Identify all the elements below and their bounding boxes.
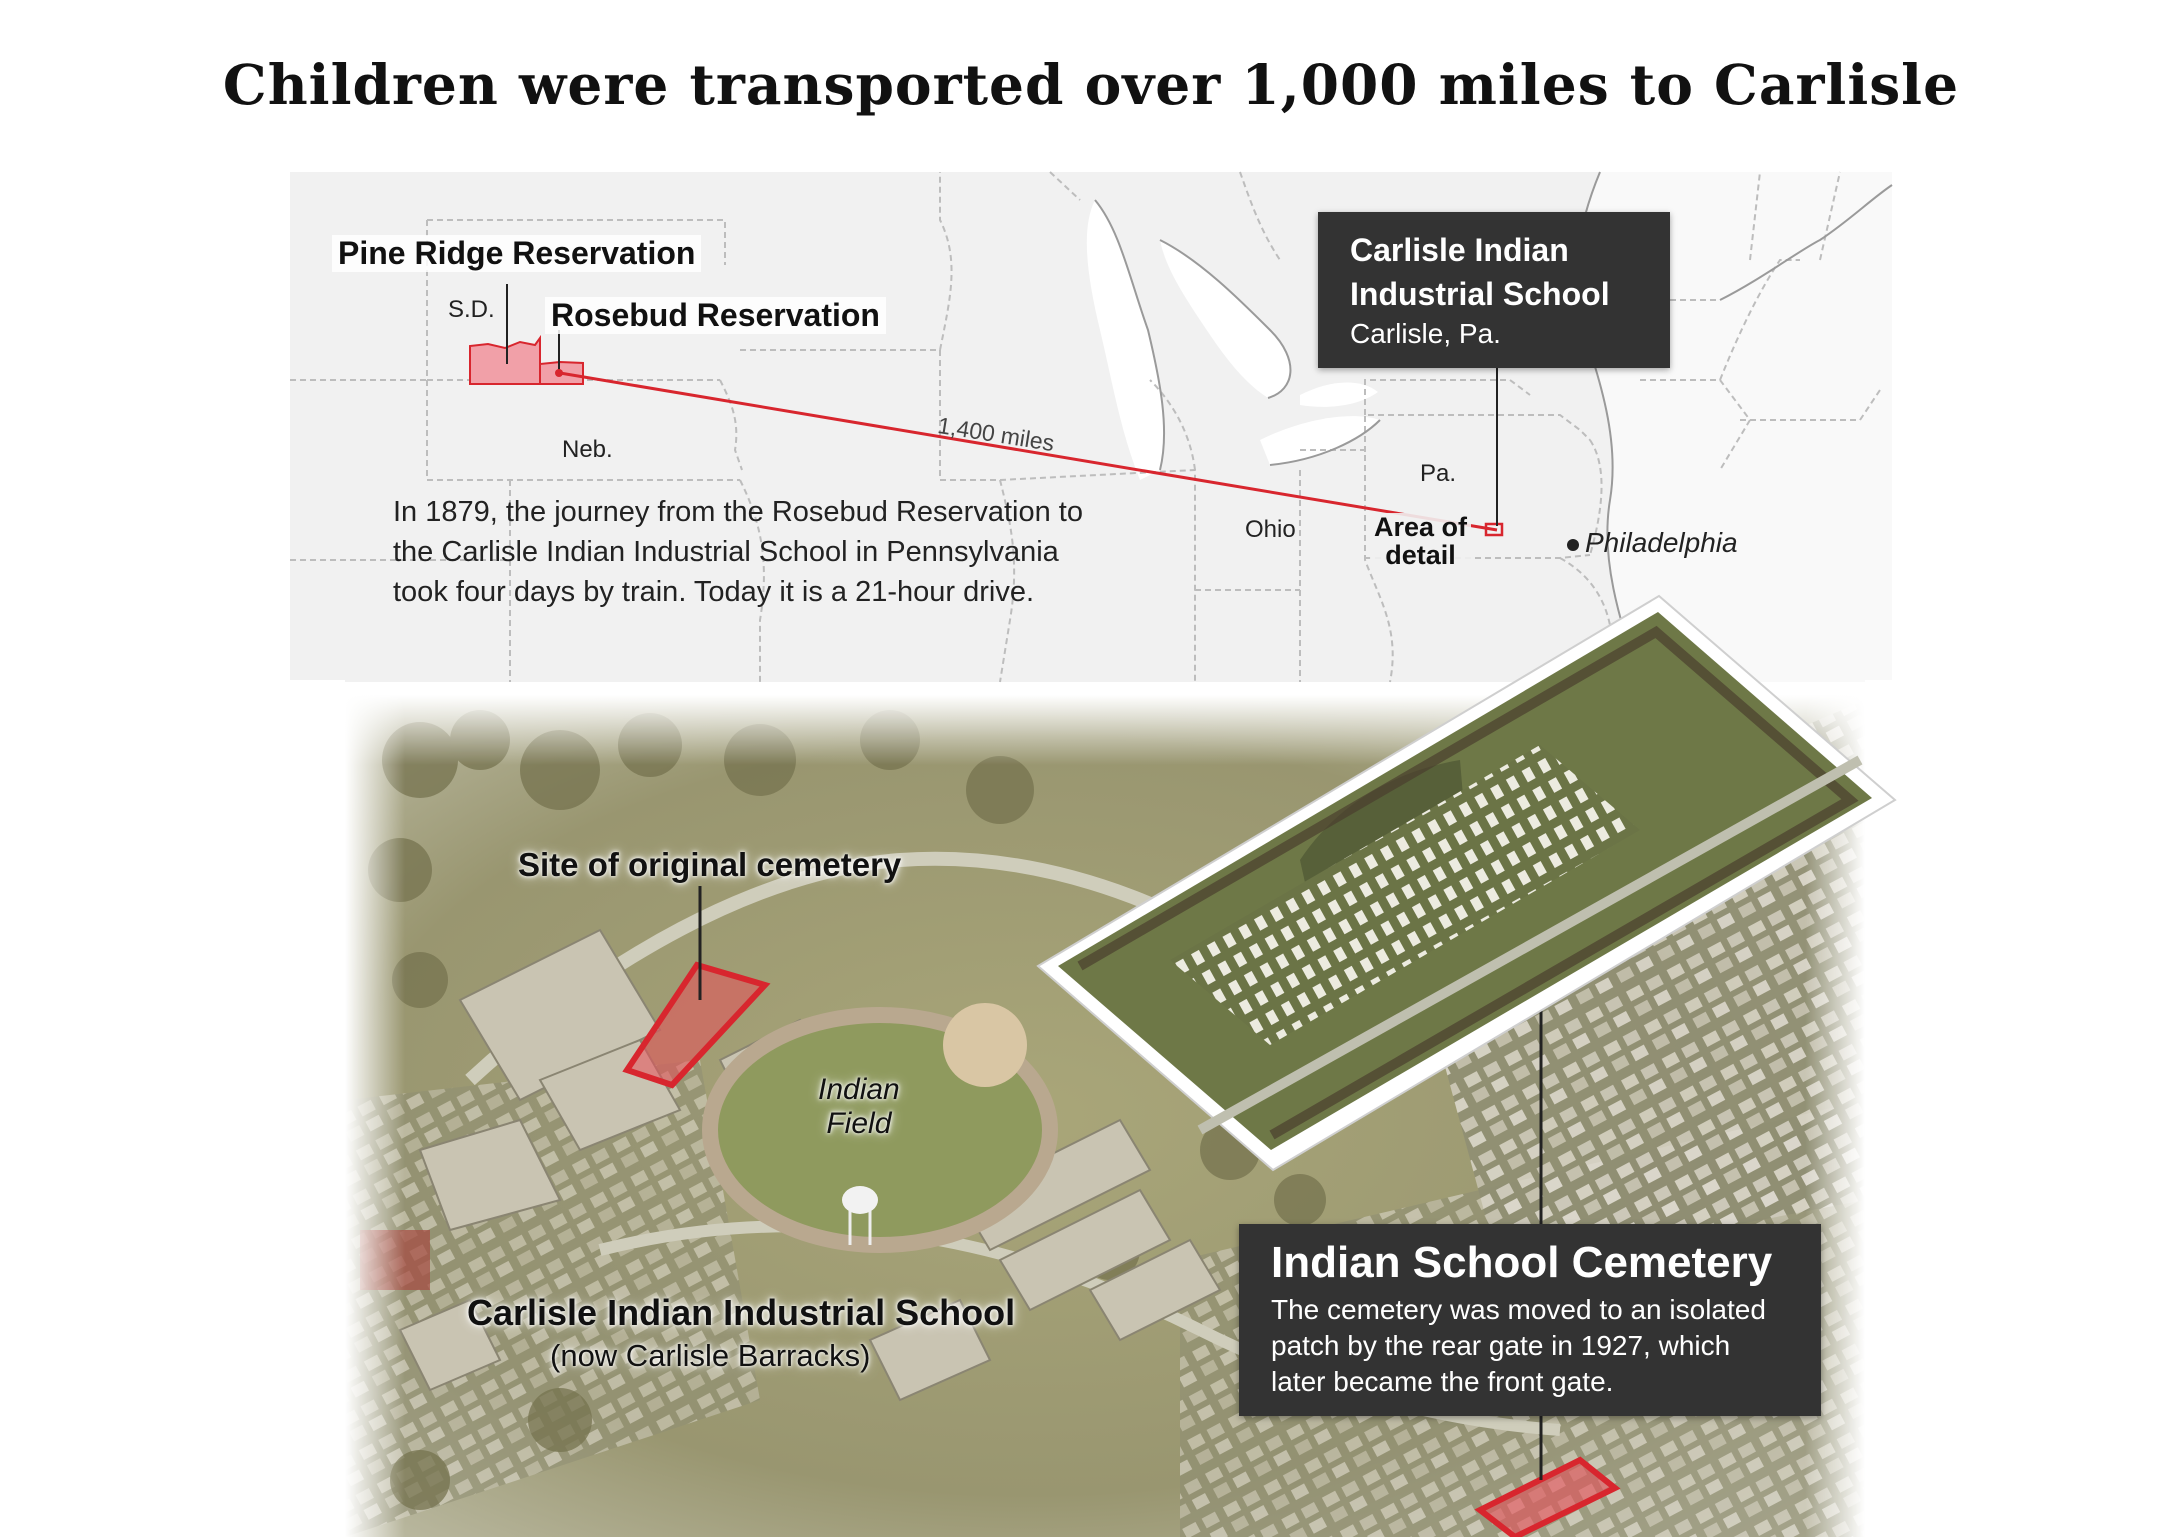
pa-label: Pa. bbox=[1420, 460, 1457, 487]
pine-ridge-label: Pine Ridge Reservation bbox=[332, 235, 701, 272]
philadelphia-label: Philadelphia bbox=[1585, 527, 1738, 558]
area-of-detail-line1: Area of bbox=[1374, 512, 1468, 542]
sd-label: S.D. bbox=[448, 296, 495, 323]
page-title: Children were transported over 1,000 miles to Carlisle bbox=[222, 52, 1960, 117]
area-of-detail-line2: detail bbox=[1385, 540, 1456, 570]
cemetery-callout-line: patch by the rear gate in 1927, which bbox=[1271, 1330, 1731, 1361]
original-cemetery-label: Site of original cemetery bbox=[518, 846, 902, 883]
description-line: took four days by train. Today it is a 21-hour drive. bbox=[393, 576, 1035, 608]
cemetery-callout-text bbox=[1271, 1292, 1821, 1400]
cemetery-callout bbox=[1239, 1224, 1821, 1416]
school-callout-name-line2: Industrial School bbox=[1350, 276, 1610, 312]
cemetery-callout-line: later became the front gate. bbox=[1271, 1366, 1614, 1397]
school-now-label: (now Carlisle Barracks) bbox=[550, 1338, 871, 1373]
neb-label: Neb. bbox=[562, 436, 613, 463]
indian-field-line1: Indian bbox=[818, 1073, 900, 1106]
cemetery-callout-title: Indian School Cemetery bbox=[1271, 1238, 1773, 1287]
indian-field-label bbox=[818, 1073, 900, 1141]
school-callout-location: Carlisle, Pa. bbox=[1350, 318, 1501, 349]
school-name-label: Carlisle Indian Industrial School bbox=[467, 1292, 1016, 1333]
map-description bbox=[393, 492, 1083, 612]
school-callout bbox=[1318, 212, 1670, 368]
ohio-label: Ohio bbox=[1245, 516, 1296, 543]
cemetery-callout-line: The cemetery was moved to an isolated bbox=[1271, 1294, 1766, 1325]
area-of-detail-label bbox=[1370, 513, 1471, 569]
indian-field-line2: Field bbox=[826, 1107, 892, 1140]
school-callout-name-line1: Carlisle Indian bbox=[1350, 232, 1569, 268]
distance-label: 1,400 miles bbox=[935, 412, 1057, 457]
description-line: In 1879, the journey from the Rosebud Reservation to bbox=[393, 496, 1083, 528]
rosebud-label: Rosebud Reservation bbox=[545, 297, 886, 334]
description-line: the Carlisle Indian Industrial School in Pennsylvania bbox=[393, 536, 1059, 568]
